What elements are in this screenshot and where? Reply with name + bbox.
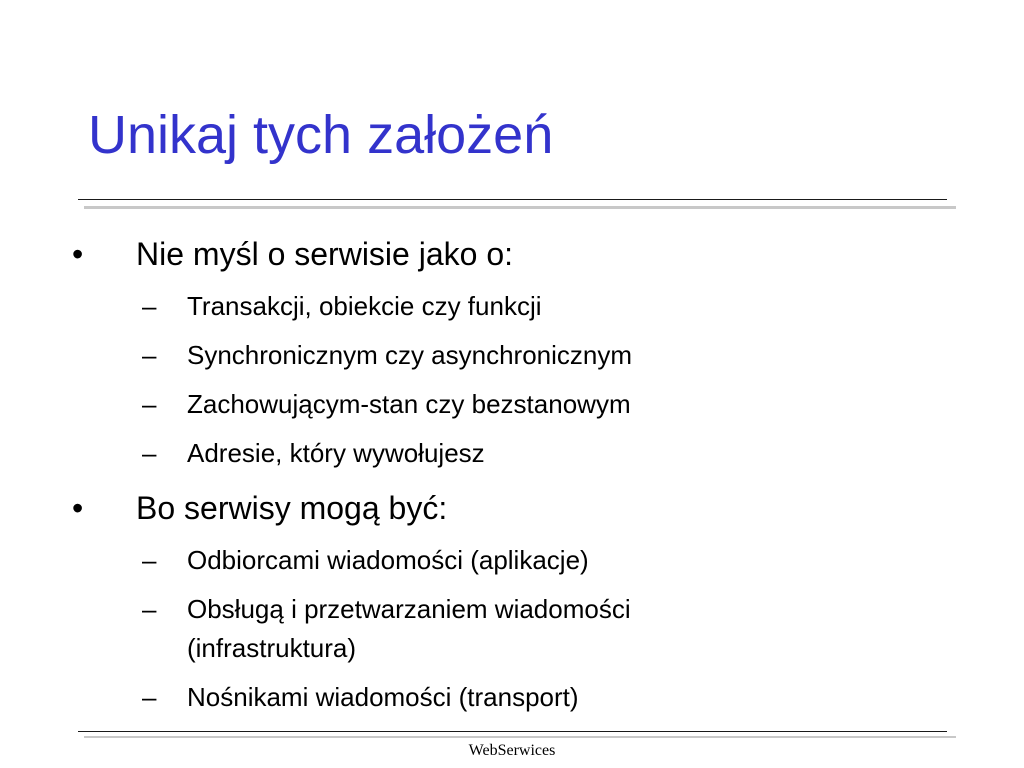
title-divider: [78, 199, 947, 200]
dash-marker: –: [142, 340, 157, 370]
sub-bullet-text: Odbiorcami wiadomości (aplikacje): [187, 545, 589, 575]
footer-divider-shadow: [84, 736, 956, 738]
sub-bullet-text: Nośnikami wiadomości (transport): [187, 682, 579, 712]
slide-title: Unikaj tych założeń: [88, 105, 554, 165]
dash-marker: –: [142, 594, 157, 624]
dash-marker: –: [142, 682, 157, 712]
dash-marker: –: [142, 291, 157, 321]
sub-bullet-text: Zachowującym-stan czy bezstanowym: [187, 389, 631, 419]
bullet-text: Nie myśl o serwisie jako o:: [136, 236, 513, 272]
sub-bullet-text: Transakcji, obiekcie czy funkcji: [187, 291, 542, 321]
sub-bullet-text: Synchronicznym czy asynchronicznym: [187, 340, 633, 370]
sub-bullet-text: Obsługą i przetwarzaniem wiadomości: [187, 594, 631, 624]
dash-marker: –: [142, 389, 157, 419]
bullet-marker: •: [72, 236, 84, 272]
bullet-marker: •: [72, 490, 84, 526]
sub-bullet-text: (infrastruktura): [187, 633, 357, 663]
bullet-text: Bo serwisy mogą być:: [136, 490, 448, 526]
title-divider-shadow: [84, 206, 956, 209]
dash-marker: –: [142, 438, 157, 468]
footer-divider: [78, 731, 947, 732]
sub-bullet-text: Adresie, który wywołujesz: [187, 438, 485, 468]
dash-marker: –: [142, 545, 157, 575]
slide-footer: WebSerwices: [468, 742, 556, 759]
